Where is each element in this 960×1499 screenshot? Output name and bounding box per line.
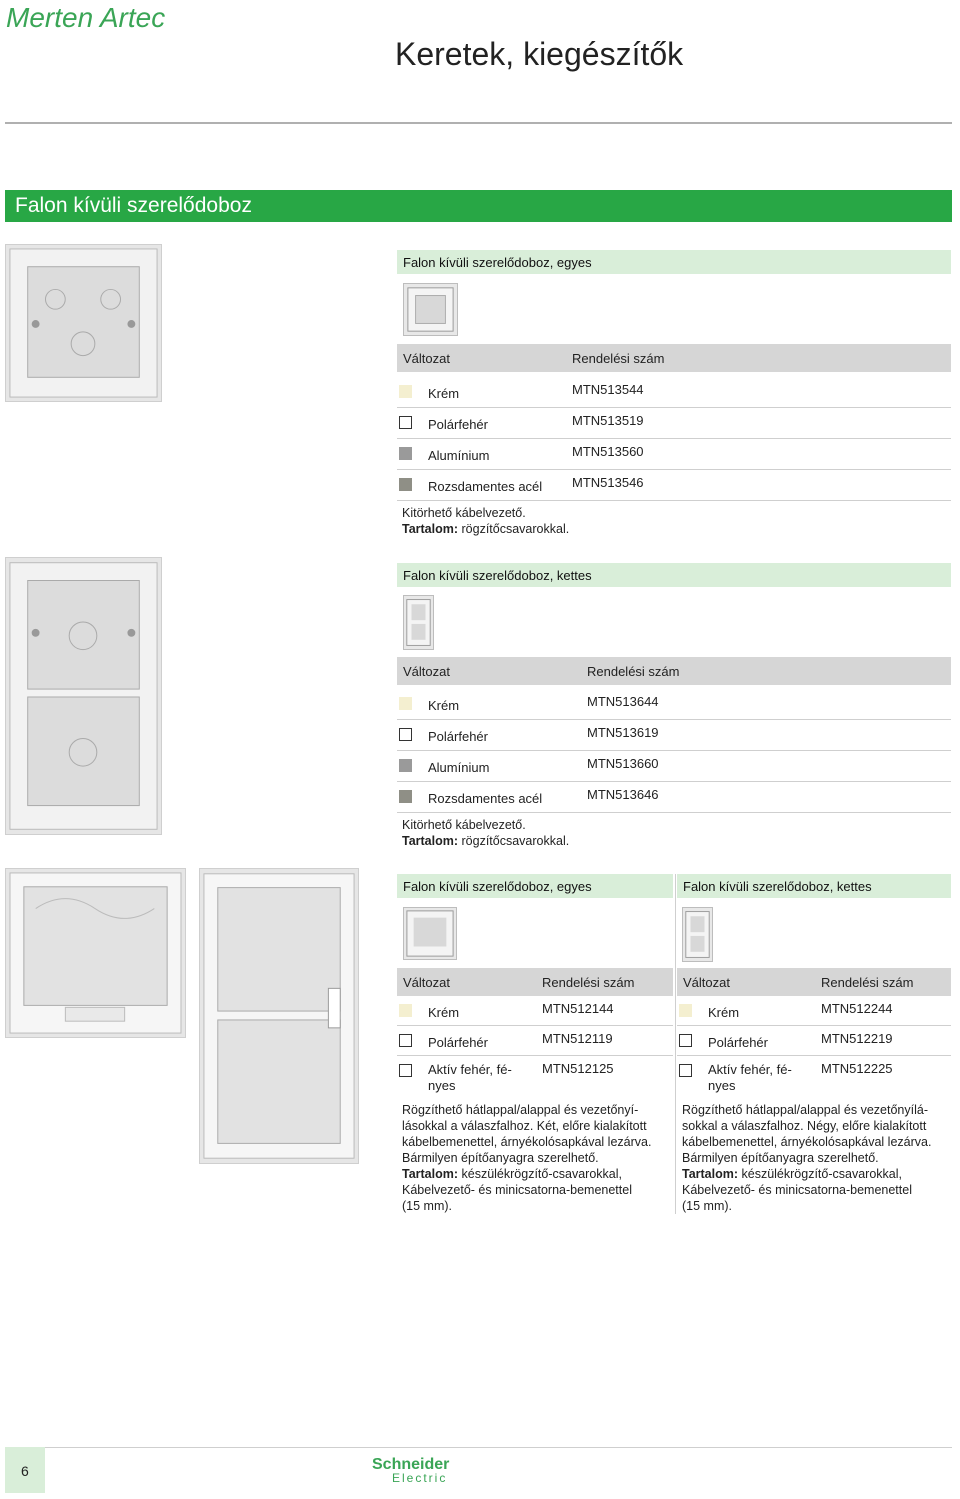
order-code: MTN513660 [587, 756, 659, 771]
content-line: Tartalom: készülékrögzítő-csavarokkal, [682, 1167, 902, 1181]
order-code: MTN513560 [572, 444, 644, 459]
order-code: MTN513644 [587, 694, 659, 709]
variant-name: Alumínium [428, 760, 490, 775]
page-number: 6 [21, 1463, 29, 1479]
variant-row [677, 1056, 951, 1100]
column-divider [675, 874, 676, 1214]
block2-note-line2: Tartalom: rögzítőcsavarokkal. [402, 834, 570, 848]
variant-row [397, 782, 951, 813]
variant-row [397, 751, 951, 782]
order-code: MTN512225 [821, 1061, 893, 1076]
col-order-label: Rendelési szám [587, 664, 680, 679]
order-code: MTN513519 [572, 413, 644, 428]
variant-row [397, 689, 951, 720]
variant-row [397, 470, 951, 501]
logo-line2: Electric [392, 1471, 448, 1485]
page-number-box [5, 1447, 45, 1493]
variant-name: Krém [428, 386, 460, 401]
block1-table-header [397, 344, 951, 372]
page-title: Keretek, kiegészítők [395, 36, 684, 72]
block2-note-line1: Kitörhető kábelvezető. [402, 818, 526, 832]
block2-thumbnail [403, 595, 434, 650]
variant-name: Rozsdamentes acél [428, 479, 543, 494]
desc-line: kábelbemenettel, árnyékolósapkával lezárva. [402, 1135, 652, 1149]
color-swatch [399, 790, 412, 803]
variant-row [397, 1056, 673, 1100]
color-swatch [399, 478, 412, 491]
footer-divider [5, 1447, 952, 1448]
block2-note [402, 817, 569, 849]
variant-name: Krém [428, 698, 460, 713]
content-line3: (15 mm). [682, 1199, 732, 1213]
variant-row [397, 408, 951, 439]
content-line2: Kábelvezető- és minicsatorna-bemenettel [402, 1183, 632, 1197]
variant-name: Polárfehér [428, 417, 488, 432]
order-code: MTN512144 [542, 1001, 614, 1016]
variant-name: Krém [428, 1005, 460, 1020]
order-code: MTN512125 [542, 1061, 614, 1076]
color-swatch [399, 447, 412, 460]
block4-description [682, 1102, 931, 1214]
block2-title: Falon kívüli szerelődoboz, kettes [397, 563, 951, 587]
col-variant-label: Változat [403, 664, 450, 679]
content-line: Tartalom: készülékrögzítő-csavarokkal, [402, 1167, 622, 1181]
color-swatch [399, 728, 412, 741]
block1-thumbnail [403, 283, 458, 336]
block4-title: Falon kívüli szerelődoboz, kettes [677, 874, 951, 898]
block4-thumbnail [682, 907, 713, 962]
col-variant-label: Változat [403, 975, 450, 990]
block1-note [402, 505, 569, 537]
color-swatch [679, 1004, 692, 1017]
order-code: MTN513546 [572, 475, 644, 490]
variant-name: Polárfehér [428, 729, 488, 744]
block3-table-header [397, 968, 673, 996]
block3-title: Falon kívüli szerelődoboz, egyes [397, 874, 673, 898]
double-box-photo-illustration [6, 558, 161, 834]
block4-table-header [677, 968, 951, 996]
logo-line1: Schneider [372, 1456, 450, 1473]
product-photo-surface-single [5, 868, 186, 1038]
header-divider [5, 122, 952, 124]
desc-line: kábelbemenettel, árnyékolósapkával lezárva. [682, 1135, 932, 1149]
order-code: MTN513619 [587, 725, 659, 740]
variant-name: Polárfehér [428, 1035, 488, 1050]
content-line3: (15 mm). [402, 1199, 452, 1213]
order-code: MTN512244 [821, 1001, 893, 1016]
order-code: MTN512119 [542, 1031, 613, 1046]
block3-description [402, 1102, 651, 1214]
variant-name: Aktív fehér, fé- nyes [428, 1062, 512, 1093]
block1-title: Falon kívüli szerelődoboz, egyes [397, 250, 951, 274]
block2-table-header [397, 657, 951, 685]
variant-row [397, 720, 951, 751]
block3-thumbnail [403, 907, 457, 960]
order-code: MTN512219 [821, 1031, 893, 1046]
desc-line: Rögzíthető hátlappal/alappal és vezetőnyílá- [682, 1103, 928, 1117]
brand-name: Merten Artec [6, 2, 166, 33]
product-photo-single-box [5, 244, 162, 402]
color-swatch [679, 1034, 692, 1047]
color-swatch [399, 759, 412, 772]
col-order-label: Rendelési szám [821, 975, 914, 990]
section-heading: Falon kívüli szerelődoboz [5, 190, 952, 222]
variant-name: Alumínium [428, 448, 490, 463]
block1-note-line1: Kitörhető kábelvezető. [402, 506, 526, 520]
color-swatch [679, 1064, 692, 1077]
desc-line: Rögzíthető hátlappal/alappal és vezetőnyí- [402, 1103, 639, 1117]
surface-double-illustration [200, 869, 358, 1163]
order-code: MTN513646 [587, 787, 659, 802]
color-swatch [399, 416, 412, 429]
variant-row [397, 377, 951, 408]
variant-name: Krém [708, 1005, 740, 1020]
product-photo-double-box [5, 557, 162, 835]
col-variant-label: Változat [403, 351, 450, 366]
color-swatch [399, 1004, 412, 1017]
col-variant-label: Változat [683, 975, 730, 990]
color-swatch [399, 697, 412, 710]
desc-line: Bármilyen építőanyagra szerelhető. [402, 1151, 599, 1165]
schneider-electric-logo [372, 1456, 462, 1486]
variant-row [397, 1026, 673, 1056]
surface-single-illustration [6, 869, 185, 1037]
desc-line: sokkal a válaszfalhoz. Négy, előre kialakított [682, 1119, 927, 1133]
variant-name: Aktív fehér, fé- nyes [708, 1062, 792, 1093]
desc-line: lásokkal a válaszfalhoz. Két, előre kialakított [402, 1119, 647, 1133]
variant-row [677, 1026, 951, 1056]
product-photo-surface-double [199, 868, 359, 1164]
col-order-label: Rendelési szám [542, 975, 635, 990]
order-code: MTN513544 [572, 382, 644, 397]
variant-row [397, 439, 951, 470]
col-order-label: Rendelési szám [572, 351, 665, 366]
block1-note-line2: Tartalom: rögzítőcsavarokkal. [402, 522, 570, 536]
color-swatch [399, 385, 412, 398]
content-line2: Kábelvezető- és minicsatorna-bemenettel [682, 1183, 912, 1197]
variant-row [677, 996, 951, 1026]
variant-name: Rozsdamentes acél [428, 791, 543, 806]
variant-row [397, 996, 673, 1026]
color-swatch [399, 1064, 412, 1077]
variant-name: Polárfehér [708, 1035, 768, 1050]
desc-line: Bármilyen építőanyagra szerelhető. [682, 1151, 879, 1165]
color-swatch [399, 1034, 412, 1047]
box-photo-illustration [6, 245, 161, 401]
